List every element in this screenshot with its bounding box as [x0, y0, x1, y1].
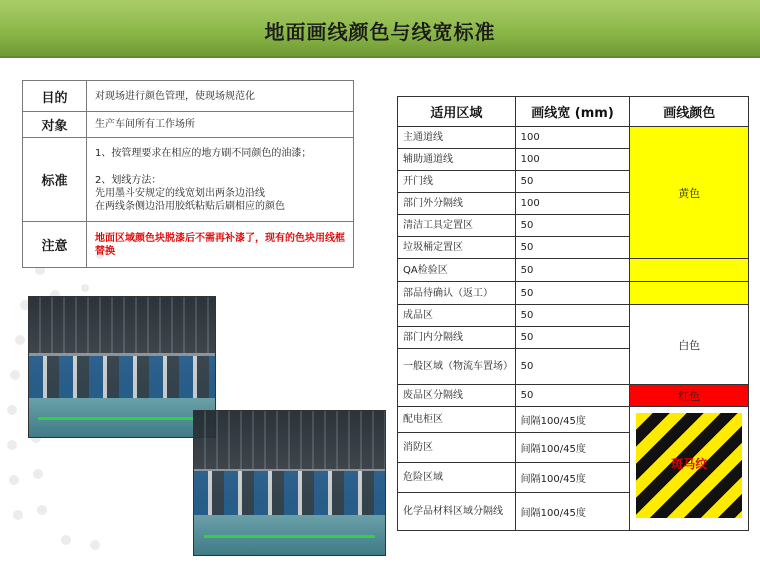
table-row [398, 127, 749, 149]
width-cell: 间隔100/45度 [515, 463, 630, 493]
row-head: 标准 [23, 138, 87, 222]
purpose-table [22, 80, 354, 268]
workshop-photo-2 [193, 410, 386, 556]
width-cell: 50 [515, 349, 630, 385]
width-cell: 50 [515, 327, 630, 349]
table-row [398, 282, 749, 305]
row-body: 地面区域颜色块脱漆后不需再补漆了，现有的色块用线框替换 [87, 222, 354, 268]
row-body: 对现场进行颜色管理，使现场规范化 [87, 81, 354, 112]
area-cell: QA检验区 [398, 259, 516, 282]
line-standard-table [397, 96, 749, 531]
area-cell: 部门外分隔线 [398, 193, 516, 215]
area-cell: 开门线 [398, 171, 516, 193]
area-cell: 清洁工具定置区 [398, 215, 516, 237]
workshop-photo-1 [28, 296, 216, 438]
column-header: 适用区域 [398, 97, 516, 127]
table-row [23, 222, 354, 268]
width-cell: 间隔100/45度 [515, 433, 630, 463]
column-header: 画线颜色 [630, 97, 749, 127]
area-cell: 辅助通道线 [398, 149, 516, 171]
color-cell-yellow: 黄色 [630, 127, 749, 259]
area-cell: 主通道线 [398, 127, 516, 149]
width-cell: 间隔100/45度 [515, 407, 630, 433]
width-cell: 50 [515, 305, 630, 327]
column-header: 画线宽 (mm) [515, 97, 630, 127]
standard-line-2: 2、划线方法： [95, 174, 162, 186]
standard-line-3: 先用墨斗安规定的线宽划出两条边沿线 [95, 187, 265, 199]
area-cell: 部门内分隔线 [398, 327, 516, 349]
color-cell-yellow [630, 259, 749, 282]
table-row [23, 112, 354, 138]
area-cell: 消防区 [398, 433, 516, 463]
table-row [23, 81, 354, 112]
table-header-row [398, 97, 749, 127]
row-body: 生产车间所有工作场所 [87, 112, 354, 138]
row-head: 注意 [23, 222, 87, 268]
width-cell: 50 [515, 259, 630, 282]
area-cell: 部品待确认（返工） [398, 282, 516, 305]
table-row [398, 305, 749, 327]
area-cell: 危险区域 [398, 463, 516, 493]
width-cell: 50 [515, 215, 630, 237]
area-cell: 废品区分隔线 [398, 385, 516, 407]
width-cell: 50 [515, 282, 630, 305]
standard-line-1: 1、按管理要求在相应的地方刷不同颜色的油漆； [95, 147, 312, 159]
width-cell: 100 [515, 193, 630, 215]
width-cell: 50 [515, 385, 630, 407]
row-head: 对象 [23, 112, 87, 138]
width-cell: 间隔100/45度 [515, 493, 630, 531]
color-cell-white: 白色 [630, 305, 749, 385]
row-head: 目的 [23, 81, 87, 112]
standard-line-4: 在两线条侧边沿用胶纸粘贴后刷相应的颜色 [95, 200, 285, 212]
color-cell-yellow [630, 282, 749, 305]
table-row [398, 259, 749, 282]
row-body [87, 138, 354, 222]
width-cell: 50 [515, 171, 630, 193]
color-cell-hazard [630, 407, 749, 531]
area-cell: 配电柜区 [398, 407, 516, 433]
area-cell: 一般区域（物流车置场） [398, 349, 516, 385]
title-bar [0, 0, 760, 58]
width-cell: 50 [515, 237, 630, 259]
color-cell-red: 红色 [630, 385, 749, 407]
area-cell: 垃圾桶定置区 [398, 237, 516, 259]
table-row [398, 385, 749, 407]
table-row [23, 138, 354, 222]
width-cell: 100 [515, 149, 630, 171]
hazard-label: 斑马纹 [671, 457, 708, 471]
page-title: 地面画线颜色与线宽标准 [264, 20, 496, 44]
width-cell: 100 [515, 127, 630, 149]
table-row [398, 407, 749, 433]
area-cell: 成品区 [398, 305, 516, 327]
area-cell: 化学品材料区域分隔线 [398, 493, 516, 531]
